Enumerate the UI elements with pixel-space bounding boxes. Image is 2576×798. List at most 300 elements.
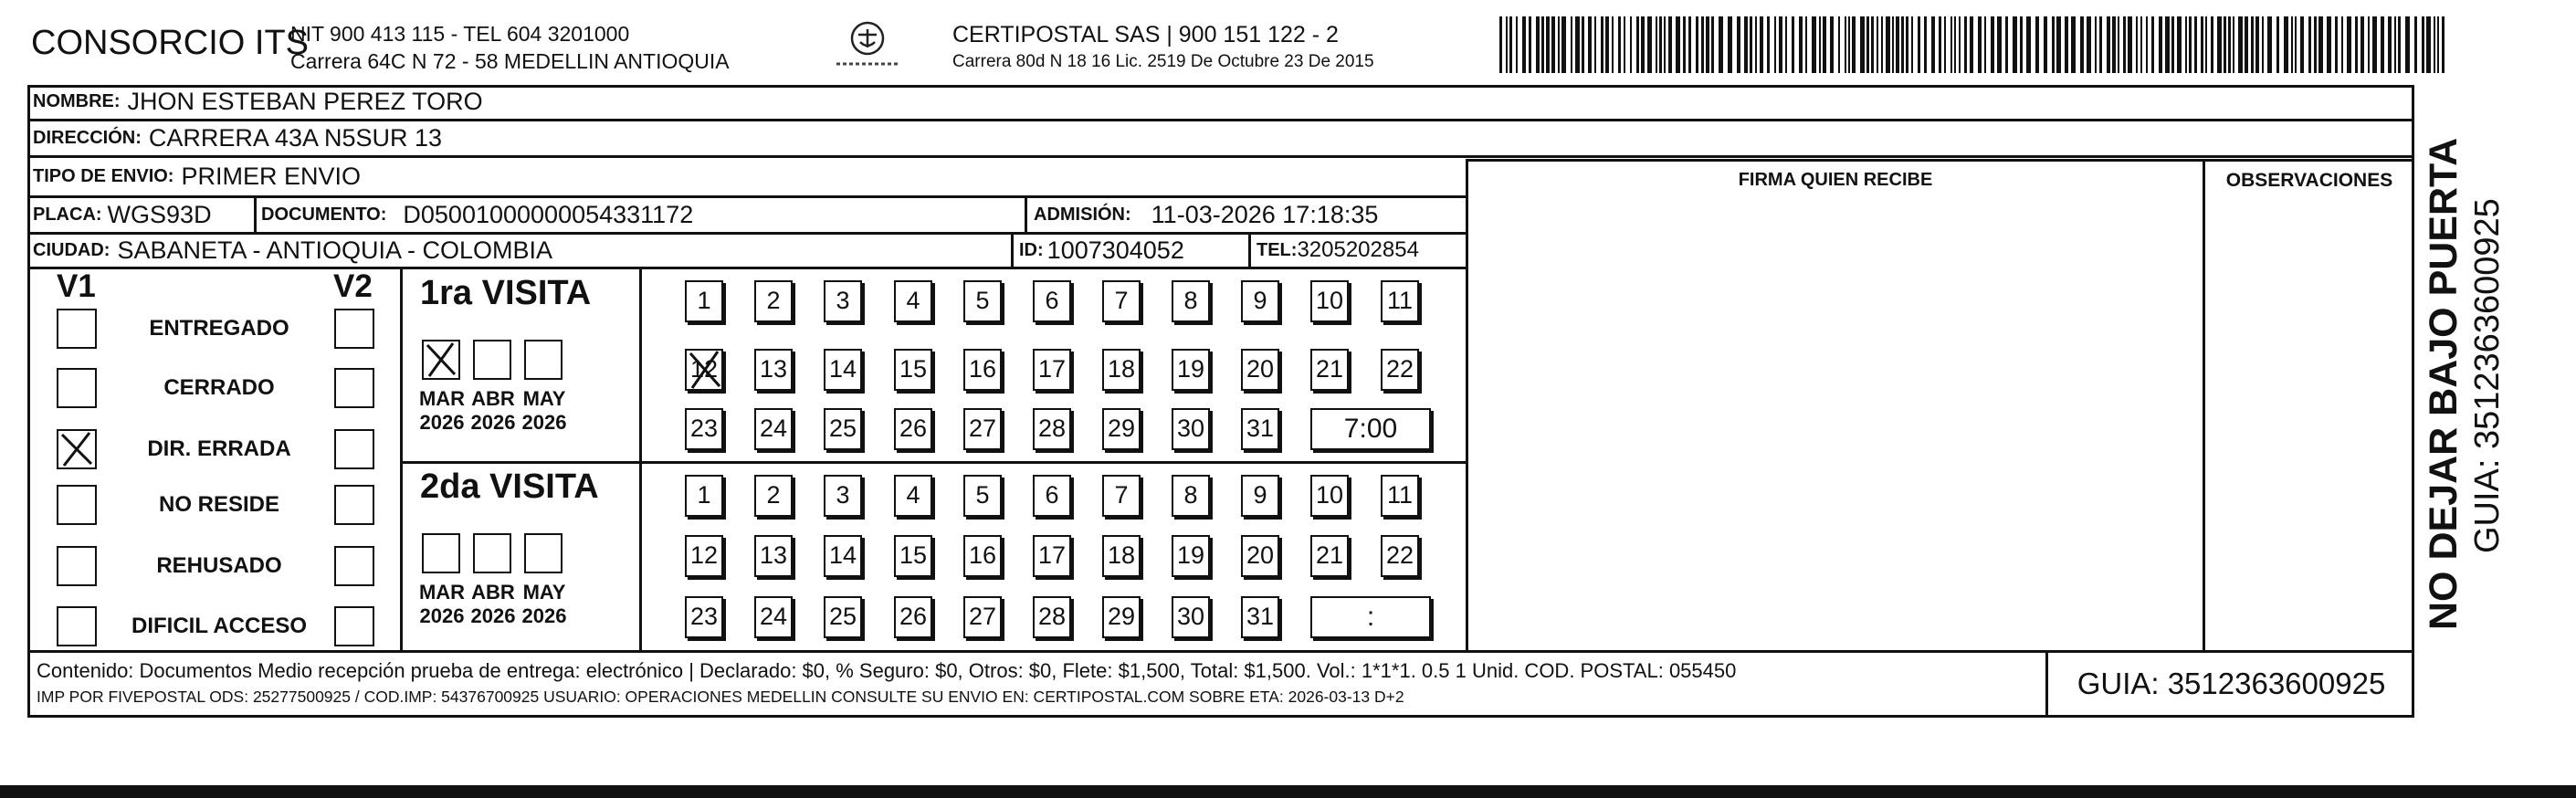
id-value: 1007304052 xyxy=(1046,236,1184,264)
barcode-bar xyxy=(2276,16,2279,73)
barcode-bar xyxy=(1823,16,1826,73)
barcode-bar xyxy=(1522,16,1526,73)
day-box[interactable]: 13 xyxy=(754,535,793,577)
ciudad-label: CIUDAD: xyxy=(33,239,110,260)
barcode-bar xyxy=(2211,16,2213,73)
barcode-bar xyxy=(1575,16,1580,73)
documento-label: DOCUMENTO: xyxy=(261,204,387,225)
barcode-bar xyxy=(1785,16,1787,73)
day-box[interactable]: 3 xyxy=(824,280,862,322)
month-label: MAR xyxy=(418,387,466,410)
day-box[interactable]: 19 xyxy=(1172,349,1210,391)
month-checkbox[interactable] xyxy=(524,533,563,573)
barcode-bar xyxy=(2159,16,2162,73)
day-box[interactable]: 5 xyxy=(963,280,1002,322)
direccion-value: CARRERA 43A N5SUR 13 xyxy=(148,123,443,152)
barcode-bar xyxy=(2245,16,2248,73)
day-box[interactable]: 16 xyxy=(963,349,1002,391)
tipo-envio-row xyxy=(33,158,361,195)
nombre-label: NOMBRE: xyxy=(33,91,121,111)
id-label: ID: xyxy=(1019,239,1044,260)
day-box[interactable]: 24 xyxy=(754,408,793,450)
barcode-bar xyxy=(1939,16,1941,73)
barcode-bar xyxy=(2372,16,2377,73)
day-box[interactable]: 31 xyxy=(1241,596,1279,638)
day-box[interactable]: 24 xyxy=(754,596,793,638)
day-box[interactable]: 28 xyxy=(1033,408,1071,450)
day-box[interactable]: 5 xyxy=(963,475,1002,517)
barcode-bar xyxy=(1668,16,1672,73)
barcode-bar xyxy=(1901,16,1904,73)
day-box[interactable]: 22 xyxy=(1381,349,1419,391)
bottom-bar xyxy=(0,785,2576,798)
barcode-bar xyxy=(2056,16,2061,73)
footer-imp: IMP POR FIVEPOSTAL ODS: 25277500925 / COD.IMP: 54376700925 USUARIO: OPERACIONES MEDELLIN CONSULTE SU ENVIO EN: CERTIPOSTAL.COM SOBRE ETA: 2026-03-13 D+2 xyxy=(37,688,1404,706)
day-box[interactable]: 14 xyxy=(824,535,862,577)
v2-checkbox[interactable] xyxy=(334,546,374,586)
tel-value: 3205202854 xyxy=(1297,237,1419,262)
barcode-bar xyxy=(2381,16,2384,73)
barcode-bar xyxy=(2052,16,2055,73)
barcode-bar xyxy=(2251,16,2254,73)
day-box[interactable]: 10 xyxy=(1310,280,1349,322)
day-box[interactable]: 20 xyxy=(1241,349,1279,391)
nombre-row xyxy=(33,85,483,119)
barcode-bar xyxy=(1852,16,1856,73)
barcode-bar xyxy=(1954,16,1956,73)
barcode-bar xyxy=(2262,16,2264,73)
barcode-bar xyxy=(2185,16,2187,73)
barcode-bar xyxy=(1558,16,1560,73)
barcode-bar xyxy=(1546,16,1550,73)
barcode-bar xyxy=(2347,16,2351,73)
company-name: CONSORCIO ITS xyxy=(31,24,310,62)
v1-checkbox[interactable] xyxy=(57,368,97,408)
barcode-bar xyxy=(2107,16,2110,73)
barcode-bar xyxy=(2327,16,2331,73)
year-label: 2026 xyxy=(470,604,516,627)
barcode-bar xyxy=(1866,16,1869,73)
barcode-bar xyxy=(2394,16,2396,73)
company-address: Carrera 64C N 72 - 58 MEDELLIN ANTIOQUIA xyxy=(290,49,730,73)
barcode-bar xyxy=(1911,16,1913,73)
day-box[interactable]: 10 xyxy=(1310,475,1349,517)
barcode-bar xyxy=(1944,16,1946,73)
v2-checkbox[interactable] xyxy=(334,429,374,469)
barcode-bar xyxy=(1605,16,1609,73)
barcode-bar xyxy=(2426,16,2431,73)
barcode-bar xyxy=(1779,16,1782,73)
tel-label: TEL: xyxy=(1256,239,1298,260)
barcode-bar xyxy=(2035,16,2039,73)
barcode-bar xyxy=(1767,16,1770,73)
day-box[interactable]: 29 xyxy=(1102,408,1141,450)
year-label: 2026 xyxy=(419,411,465,434)
barcode-bar xyxy=(1719,16,1723,73)
barcode-bar xyxy=(2194,16,2197,73)
barcode-bar xyxy=(1509,16,1512,73)
barcode-bar xyxy=(2087,16,2091,73)
day-box[interactable]: 20 xyxy=(1241,535,1279,577)
barcode-bar xyxy=(1845,16,1846,73)
barcode-bar xyxy=(1838,16,1840,73)
company-nit: NIT 900 413 115 - TEL 604 3201000 xyxy=(290,22,630,46)
month-label: MAY xyxy=(522,581,566,604)
barcode-bar xyxy=(1541,16,1544,73)
side-text xyxy=(2420,82,2548,630)
month-checkbox[interactable] xyxy=(473,340,511,380)
admision-label: ADMISIÓN: xyxy=(1034,204,1131,225)
barcode-bar xyxy=(1959,16,1961,73)
barcode-bar xyxy=(1792,16,1794,73)
barcode-bar xyxy=(2437,16,2439,73)
barcode-bar xyxy=(1551,16,1555,73)
placa-label: PLACA: xyxy=(33,204,102,225)
admision-value: 11-03-2026 17:18:35 xyxy=(1151,200,1379,228)
barcode-bar xyxy=(2013,16,2017,73)
day-box[interactable]: 22 xyxy=(1381,535,1419,577)
direccion-label: DIRECCIÓN: xyxy=(33,127,142,148)
barcode-bar xyxy=(1618,16,1621,73)
barcode-bar xyxy=(1571,16,1572,73)
day-box[interactable]: 1 xyxy=(685,280,723,322)
barcode-bar xyxy=(2171,16,2174,73)
barcode-bar xyxy=(2071,16,2076,73)
barcode-bar xyxy=(2217,16,2222,73)
day-box[interactable]: 8 xyxy=(1172,280,1210,322)
barcode-bar xyxy=(1696,16,1698,73)
no-dejar-bajo-puerta: NO DEJAR BAJO PUERTA xyxy=(2422,137,2466,630)
barcode-bar xyxy=(2398,16,2401,73)
barcode-bar xyxy=(2205,16,2207,73)
v1-checkbox[interactable] xyxy=(57,606,97,646)
day-box[interactable]: 13 xyxy=(754,349,793,391)
day-box[interactable]: 15 xyxy=(894,349,932,391)
barcode-bar xyxy=(1918,16,1920,73)
barcode-bar xyxy=(2255,16,2259,73)
barcode-bar xyxy=(1601,16,1603,73)
id-cell xyxy=(1019,234,1184,267)
barcode-bar xyxy=(1760,16,1763,73)
day-box[interactable]: 7 xyxy=(1102,475,1141,517)
barcode-bar xyxy=(1997,16,2002,73)
barcode-bar xyxy=(1812,16,1816,73)
barcode-bar xyxy=(2228,16,2231,73)
day-box[interactable]: 25 xyxy=(824,596,862,638)
barcode-bar xyxy=(1636,16,1639,73)
month-checkbox[interactable] xyxy=(422,340,460,380)
first-visit-title: 1ra VISITA xyxy=(420,274,592,312)
barcode-bar xyxy=(2405,16,2410,73)
footer-contenido: Contenido: Documentos Medio recepción prueba de entrega: electrónico | Declarado: $0, % Seguro: $0, Otros: $0, Flete: $1,500, Total: $1,500. Vol.: 1*1*1. 0.5 1 Unid. COD. POSTAL: 055450 xyxy=(37,659,1737,682)
day-box[interactable]: 16 xyxy=(963,535,1002,577)
day-box[interactable]: 27 xyxy=(963,408,1002,450)
v1-checkbox[interactable] xyxy=(57,485,97,525)
barcode-bar xyxy=(1612,16,1614,73)
barcode-bar xyxy=(2044,16,2047,73)
observaciones-label: OBSERVACIONES xyxy=(2225,170,2393,191)
day-box[interactable]: 2 xyxy=(754,280,793,322)
barcode-bar xyxy=(1877,16,1878,73)
v1-checkbox[interactable] xyxy=(57,546,97,586)
day-box[interactable]: 9 xyxy=(1241,280,1279,322)
barcode-bar xyxy=(1630,16,1632,73)
day-box[interactable]: 25 xyxy=(824,408,862,450)
signature-area[interactable] xyxy=(1468,197,2203,650)
barcode-bar xyxy=(1728,16,1732,73)
day-box[interactable]: 17 xyxy=(1033,349,1071,391)
certipostal-seal-icon xyxy=(831,18,904,73)
check-x-icon xyxy=(424,341,458,378)
barcode-bar xyxy=(1561,16,1566,73)
motivo-label: NO RESIDE xyxy=(158,492,280,517)
barcode-bar xyxy=(1659,16,1662,73)
placa-cell xyxy=(33,197,212,232)
year-label: 2026 xyxy=(521,604,567,627)
day-box[interactable]: 15 xyxy=(894,535,932,577)
barcode-bar xyxy=(2238,16,2243,73)
day-box[interactable]: 6 xyxy=(1033,280,1071,322)
year-label: 2026 xyxy=(521,411,567,434)
admision-cell xyxy=(1034,197,1378,232)
barcode-bar xyxy=(1755,16,1757,73)
barcode-bar xyxy=(2368,16,2370,73)
barcode-bar xyxy=(1701,16,1704,73)
side-guia: GUIA: 3512363600925 xyxy=(2468,198,2507,553)
motivo-label: ENTREGADO xyxy=(149,316,289,341)
ciudad-cell xyxy=(33,234,552,267)
day-box[interactable]: 27 xyxy=(963,596,1002,638)
day-box[interactable]: 29 xyxy=(1102,596,1141,638)
barcode-bar xyxy=(1676,16,1680,73)
barcode-bar xyxy=(2112,16,2116,73)
barcode-bar xyxy=(2065,16,2068,73)
barcode-bar xyxy=(1805,16,1807,73)
placa-value: WGS93D xyxy=(107,200,212,228)
check-x-icon xyxy=(687,350,723,390)
barcode-bar xyxy=(1529,16,1531,73)
barcode-bar xyxy=(2335,16,2338,73)
barcode-bar xyxy=(1774,16,1776,73)
barcode-bar xyxy=(2005,16,2008,73)
v2-checkbox[interactable] xyxy=(334,368,374,408)
day-box[interactable]: 26 xyxy=(894,596,932,638)
tipo-envio-value: PRIMER ENVIO xyxy=(181,163,361,190)
barcode-bar xyxy=(2224,16,2226,73)
second-visit-title: 2da VISITA xyxy=(420,467,599,506)
day-box[interactable]: 28 xyxy=(1033,596,1071,638)
month-label: MAR xyxy=(418,581,466,604)
v1-checkbox[interactable] xyxy=(57,309,97,349)
day-box[interactable]: 14 xyxy=(824,349,862,391)
check-x-icon xyxy=(58,431,95,467)
month-checkbox[interactable] xyxy=(524,340,563,380)
day-box[interactable]: 4 xyxy=(894,475,932,517)
barcode-bar xyxy=(2151,16,2154,73)
day-box[interactable]: 2 xyxy=(754,475,793,517)
v1-checkbox[interactable] xyxy=(57,429,97,469)
barcode-bar xyxy=(2189,16,2192,73)
barcode-bar xyxy=(2136,16,2138,73)
footer-guia: GUIA: 3512363600925 xyxy=(2077,667,2386,700)
day-box[interactable]: 30 xyxy=(1172,596,1210,638)
barcode-bar xyxy=(1830,16,1834,73)
day-box[interactable]: 17 xyxy=(1033,535,1071,577)
month-label: ABR xyxy=(471,387,515,410)
barcode-bar xyxy=(2128,16,2132,73)
barcode-bar xyxy=(2414,16,2417,73)
barcode-bar xyxy=(1970,16,1973,73)
barcode-bar xyxy=(1892,16,1894,73)
barcode-bar xyxy=(2146,16,2148,73)
barcode-bar xyxy=(2118,16,2119,73)
barcode-bar xyxy=(2295,16,2297,73)
day-box[interactable]: 19 xyxy=(1172,535,1210,577)
barcode-bar xyxy=(1516,16,1518,73)
barcode-bar xyxy=(2314,16,2317,73)
day-box[interactable]: 11 xyxy=(1381,280,1419,322)
barcode-bar xyxy=(1588,16,1592,73)
day-box[interactable]: 21 xyxy=(1310,349,1349,391)
barcode xyxy=(1499,16,2449,73)
barcode-bar xyxy=(2177,16,2182,73)
barcode-bar xyxy=(2165,16,2170,73)
barcode-bar xyxy=(1656,16,1657,73)
barcode-bar xyxy=(1871,16,1874,73)
day-box[interactable]: 4 xyxy=(894,280,932,322)
barcode-bar xyxy=(1750,16,1752,73)
day-box[interactable]: 7 xyxy=(1102,280,1141,322)
barcode-bar xyxy=(1860,16,1865,73)
barcode-bar xyxy=(1624,16,1625,73)
month-label: MAY xyxy=(522,387,566,410)
barcode-bar xyxy=(2434,16,2435,73)
barcode-bar xyxy=(1711,16,1714,73)
barcode-bar xyxy=(2095,16,2097,73)
barcode-bar xyxy=(1683,16,1686,73)
day-box[interactable]: 6 xyxy=(1033,475,1071,517)
barcode-bar xyxy=(1906,16,1908,73)
barcode-bar xyxy=(1647,16,1652,73)
barcode-bar xyxy=(1991,16,1994,73)
documento-value: D05001000000054331172 xyxy=(403,200,694,228)
v2-checkbox[interactable] xyxy=(334,485,374,525)
motivo-label: CERRADO xyxy=(163,375,275,400)
month-checkbox[interactable] xyxy=(422,533,460,573)
barcode-bar xyxy=(1582,16,1584,73)
barcode-bar xyxy=(1964,16,1967,73)
day-box[interactable]: 26 xyxy=(894,408,932,450)
v1-label: V1 xyxy=(57,268,96,304)
barcode-bar xyxy=(2020,16,2023,73)
motivo-label: DIFICIL ACCESO xyxy=(131,614,307,638)
barcode-bar xyxy=(1594,16,1596,73)
v2-checkbox[interactable] xyxy=(334,309,374,349)
year-label: 2026 xyxy=(470,411,516,434)
barcode-bar xyxy=(1737,16,1740,73)
barcode-bar xyxy=(1984,16,1986,73)
time-box[interactable]: : xyxy=(1310,596,1431,638)
barcode-bar xyxy=(1688,16,1691,73)
barcode-bar xyxy=(2341,16,2343,73)
barcode-bar xyxy=(2267,16,2272,73)
v2-label: V2 xyxy=(333,268,373,304)
barcode-bar xyxy=(1706,16,1709,73)
barcode-bar xyxy=(1848,16,1850,73)
day-box[interactable]: 18 xyxy=(1102,349,1141,391)
barcode-bar xyxy=(2026,16,2031,73)
barcode-bar xyxy=(1744,16,1748,73)
motivo-label: REHUSADO xyxy=(156,553,282,578)
tel-cell xyxy=(1256,234,1419,267)
barcode-bar xyxy=(2140,16,2142,73)
barcode-bar xyxy=(1506,16,1508,73)
barcode-bar xyxy=(2099,16,2102,73)
barcode-bar xyxy=(1886,16,1890,73)
barcode-bar xyxy=(1664,16,1666,73)
barcode-bar xyxy=(1819,16,1821,73)
barcode-bar xyxy=(1896,16,1899,73)
barcode-bar xyxy=(2233,16,2234,73)
month-checkbox[interactable] xyxy=(473,533,511,573)
barcode-bar xyxy=(2308,16,2311,73)
barcode-bar xyxy=(1931,16,1935,73)
barcode-bar xyxy=(1881,16,1883,73)
nombre-value: JHON ESTEBAN PEREZ TORO xyxy=(127,88,483,115)
year-label: 2026 xyxy=(419,604,465,627)
day-box[interactable]: 30 xyxy=(1172,408,1210,450)
carrier-address: Carrera 80d N 18 16 Lic. 2519 De Octubre 23 De 2015 xyxy=(952,52,1374,71)
ciudad-value: SABANETA - ANTIOQUIA - COLOMBIA xyxy=(117,236,553,264)
firma-quien-recibe-label: FIRMA QUIEN RECIBE xyxy=(1738,170,1933,190)
day-box[interactable]: 18 xyxy=(1102,535,1141,577)
documento-cell xyxy=(261,197,693,232)
day-box[interactable]: 11 xyxy=(1381,475,1419,517)
barcode-bar xyxy=(1799,16,1803,73)
day-box[interactable]: 9 xyxy=(1241,475,1279,517)
barcode-bar xyxy=(2300,16,2304,73)
barcode-bar xyxy=(2422,16,2424,73)
barcode-bar xyxy=(2080,16,2084,73)
barcode-bar xyxy=(2318,16,2323,73)
barcode-bar xyxy=(1924,16,1927,73)
day-box[interactable]: 31 xyxy=(1241,408,1279,450)
v2-checkbox[interactable] xyxy=(334,606,374,646)
direccion-row xyxy=(33,121,442,155)
month-label: ABR xyxy=(471,581,515,604)
day-box[interactable]: 23 xyxy=(685,596,723,638)
barcode-bar xyxy=(1978,16,1982,73)
time-box[interactable]: 7:00 xyxy=(1310,408,1431,450)
day-box[interactable]: 1 xyxy=(685,475,723,517)
barcode-bar xyxy=(1641,16,1645,73)
barcode-bar xyxy=(1536,16,1540,73)
day-box[interactable]: 3 xyxy=(824,475,862,517)
barcode-bar xyxy=(2360,16,2364,73)
day-box[interactable]: 23 xyxy=(685,408,723,450)
certipostal-logo xyxy=(831,18,904,73)
barcode-bar xyxy=(2291,16,2293,73)
barcode-bar xyxy=(2284,16,2288,73)
day-box[interactable]: 21 xyxy=(1310,535,1349,577)
day-box[interactable]: 8 xyxy=(1172,475,1210,517)
observaciones-area[interactable] xyxy=(2205,197,2414,650)
barcode-bar xyxy=(2442,16,2445,73)
carrier-name: CERTIPOSTAL SAS | 900 151 122 - 2 xyxy=(952,22,1339,47)
day-box[interactable]: 12 xyxy=(685,349,723,391)
barcode-bar xyxy=(2355,16,2358,73)
day-box[interactable]: 12 xyxy=(685,535,723,577)
